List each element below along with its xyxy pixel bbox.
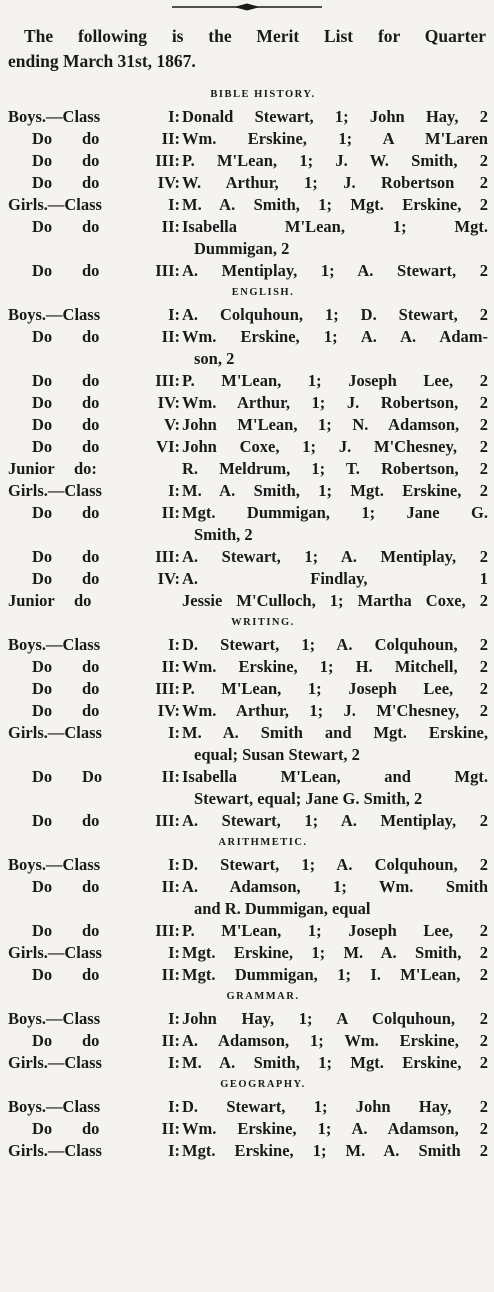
entry-names bbox=[180, 810, 488, 832]
entry-names bbox=[180, 1052, 488, 1074]
entry-label bbox=[8, 1052, 180, 1074]
entry-class: I: bbox=[168, 1009, 180, 1028]
entry-class: II: bbox=[161, 217, 180, 236]
entry-class: I: bbox=[168, 635, 180, 654]
merit-entry bbox=[8, 766, 488, 810]
merit-entry bbox=[8, 458, 488, 480]
entry-names-line: Wm. Arthur, 1; J. M'Chesney, 2 bbox=[182, 701, 488, 720]
entry-names-line: P. M'Lean, 1; J. W. Smith, 2 bbox=[182, 151, 488, 170]
entry-group: Girls.—Class bbox=[8, 1141, 102, 1160]
entry-group: Boys.—Class bbox=[8, 855, 101, 874]
entry-names bbox=[180, 678, 488, 700]
entry-names bbox=[180, 1096, 488, 1118]
entry-class: II: bbox=[161, 657, 180, 676]
entry-ditto: do bbox=[82, 393, 100, 412]
entry-names-line: equal; Susan Stewart, 2 bbox=[194, 745, 360, 764]
entry-group: Girls.—Class bbox=[8, 1053, 102, 1072]
entry-group: Do bbox=[32, 921, 53, 940]
entry-ditto: Do bbox=[82, 767, 103, 786]
entry-names bbox=[180, 590, 488, 612]
merit-entry bbox=[8, 326, 488, 370]
entry-group: Do bbox=[32, 217, 53, 236]
entry-names bbox=[180, 128, 488, 150]
entry-label bbox=[8, 194, 180, 216]
entry-ditto: do bbox=[82, 569, 100, 588]
entry-label bbox=[8, 700, 180, 722]
merit-entry bbox=[8, 1118, 488, 1140]
entry-group: Do bbox=[32, 547, 53, 566]
entry-class: I: bbox=[168, 481, 180, 500]
merit-entry bbox=[8, 590, 488, 612]
entry-label bbox=[8, 1118, 180, 1140]
entry-names-line: John Coxe, 1; J. M'Chesney, 2 bbox=[182, 437, 488, 456]
entry-ditto: do bbox=[82, 327, 100, 346]
entry-label bbox=[8, 480, 180, 502]
entry-ditto: do bbox=[82, 371, 100, 390]
entry-label bbox=[8, 964, 180, 986]
entry-group: Do bbox=[32, 1031, 53, 1050]
merit-entry bbox=[8, 106, 488, 128]
entry-label bbox=[8, 568, 180, 590]
entry-class: II: bbox=[161, 1031, 180, 1050]
merit-entry bbox=[8, 194, 488, 216]
entry-label bbox=[8, 1030, 180, 1052]
entry-label bbox=[8, 722, 180, 744]
entry-ditto: do bbox=[82, 437, 100, 456]
entry-names-line: W. Arthur, 1; J. Robertson 2 bbox=[182, 173, 488, 192]
entry-label bbox=[8, 1140, 180, 1162]
entry-group: Junior bbox=[8, 591, 55, 610]
entry-class: IV: bbox=[157, 701, 180, 720]
entry-names-line: R. Meldrum, 1; T. Robertson, 2 bbox=[182, 459, 488, 478]
entry-names bbox=[180, 876, 488, 920]
entry-names-line: D. Stewart, 1; John Hay, 2 bbox=[182, 1097, 488, 1116]
entry-names bbox=[180, 480, 488, 502]
entry-group: Do bbox=[32, 679, 53, 698]
entry-ditto: do bbox=[82, 877, 100, 896]
entry-class: IV: bbox=[157, 173, 180, 192]
entry-names-line: A. Adamson, 1; Wm. Erskine, 2 bbox=[182, 1031, 488, 1050]
entry-class: I: bbox=[168, 723, 180, 742]
section-title: ENGLISH. bbox=[231, 287, 295, 298]
merit-entry bbox=[8, 678, 488, 700]
entry-names bbox=[180, 260, 488, 282]
entry-group: Girls.—Class bbox=[8, 723, 102, 742]
merit-entry bbox=[8, 1052, 488, 1074]
entry-names bbox=[180, 920, 488, 942]
merit-entry bbox=[8, 370, 488, 392]
entry-group: Boys.—Class bbox=[8, 635, 101, 654]
merit-entry bbox=[8, 480, 488, 502]
merit-entry bbox=[8, 722, 488, 766]
entry-label bbox=[8, 810, 180, 832]
entry-names bbox=[180, 1008, 488, 1030]
entry-names-line: Jessie M'Culloch, 1; Martha Coxe, 2 bbox=[182, 591, 488, 610]
merit-entry bbox=[8, 568, 488, 590]
entry-ditto: do bbox=[74, 591, 92, 610]
merit-entry bbox=[8, 656, 488, 678]
merit-entry bbox=[8, 392, 488, 414]
entry-label bbox=[8, 436, 180, 458]
entry-names bbox=[180, 216, 488, 260]
entry-ditto: do bbox=[82, 217, 100, 236]
entry-group: Boys.—Class bbox=[8, 1097, 101, 1116]
entry-class: II: bbox=[161, 503, 180, 522]
entry-class: II: bbox=[161, 1119, 180, 1138]
entry-label bbox=[8, 370, 180, 392]
section-title: BIBLE HISTORY. bbox=[210, 89, 316, 100]
merit-entry bbox=[8, 964, 488, 986]
subject-section bbox=[8, 1074, 488, 1162]
entry-class: III: bbox=[155, 679, 180, 698]
merit-entry bbox=[8, 128, 488, 150]
section-title: GRAMMAR. bbox=[226, 991, 300, 1002]
entry-group: Do bbox=[32, 965, 53, 984]
entry-label bbox=[8, 942, 180, 964]
entry-names-line: Mgt. Dummigan, 1; Jane G. bbox=[182, 503, 488, 522]
entry-names-line: P. M'Lean, 1; Joseph Lee, 2 bbox=[182, 371, 488, 390]
entry-label bbox=[8, 414, 180, 436]
merit-entry bbox=[8, 700, 488, 722]
entry-names-line: P. M'Lean, 1; Joseph Lee, 2 bbox=[182, 679, 488, 698]
entry-names-line: Wm. Erskine, 1; A. Adamson, 2 bbox=[182, 1119, 488, 1138]
entry-class: I: bbox=[168, 305, 180, 324]
merit-list bbox=[8, 84, 488, 1162]
entry-label bbox=[8, 678, 180, 700]
subject-section bbox=[8, 282, 488, 612]
entry-names bbox=[180, 172, 488, 194]
entry-label bbox=[8, 458, 180, 480]
subject-section bbox=[8, 986, 488, 1074]
entry-names-line: Dummigan, 2 bbox=[194, 239, 290, 258]
entry-ditto: do bbox=[82, 173, 100, 192]
ornament-rule bbox=[172, 3, 322, 11]
entry-names bbox=[180, 722, 488, 766]
entry-label bbox=[8, 766, 180, 788]
entry-names bbox=[180, 106, 488, 128]
subject-section bbox=[8, 84, 488, 282]
entry-group: Do bbox=[32, 327, 53, 346]
entry-names bbox=[180, 1030, 488, 1052]
entry-label bbox=[8, 502, 180, 524]
entry-group: Do bbox=[32, 415, 53, 434]
entry-names-line: Donald Stewart, 1; John Hay, 2 bbox=[182, 107, 488, 126]
section-title: GEOGRAPHY. bbox=[220, 1079, 306, 1090]
entry-label bbox=[8, 150, 180, 172]
entry-label bbox=[8, 392, 180, 414]
entry-names bbox=[180, 634, 488, 656]
intro-paragraph bbox=[8, 24, 486, 74]
entry-class: VI: bbox=[156, 437, 180, 456]
entry-class: I: bbox=[168, 1097, 180, 1116]
entry-group: Boys.—Class bbox=[8, 1009, 101, 1028]
merit-entry bbox=[8, 150, 488, 172]
entry-label bbox=[8, 106, 180, 128]
entry-group: Do bbox=[32, 569, 53, 588]
entry-label bbox=[8, 656, 180, 678]
entry-names-line: Wm. Erskine, 1; A M'Laren bbox=[182, 129, 488, 148]
entry-group: Do bbox=[32, 151, 53, 170]
entry-ditto: do bbox=[82, 261, 100, 280]
merit-entry bbox=[8, 942, 488, 964]
entry-class: I: bbox=[168, 1141, 180, 1160]
entry-class: II: bbox=[161, 129, 180, 148]
entry-class: II: bbox=[161, 965, 180, 984]
entry-names-line: P. M'Lean, 1; Joseph Lee, 2 bbox=[182, 921, 488, 940]
entry-names-line: A. Colquhoun, 1; D. Stewart, 2 bbox=[182, 305, 488, 324]
entry-class: I: bbox=[168, 107, 180, 126]
entry-names-line: M. A. Smith, 1; Mgt. Erskine, 2 bbox=[182, 195, 488, 214]
entry-ditto: do: bbox=[74, 459, 97, 478]
entry-names-line: M. A. Smith, 1; Mgt. Erskine, 2 bbox=[182, 481, 488, 500]
entry-class: I: bbox=[168, 855, 180, 874]
entry-names bbox=[180, 546, 488, 568]
merit-entry bbox=[8, 810, 488, 832]
merit-entry bbox=[8, 1140, 488, 1162]
entry-names-line: Isabella M'Lean, and Mgt. bbox=[182, 767, 488, 786]
entry-group: Junior bbox=[8, 459, 55, 478]
entry-label bbox=[8, 1096, 180, 1118]
entry-names bbox=[180, 392, 488, 414]
entry-group: Boys.—Class bbox=[8, 305, 101, 324]
intro-line-1: The following is the Merit List for Quarter bbox=[24, 26, 486, 46]
entry-label bbox=[8, 634, 180, 656]
entry-names-line: son, 2 bbox=[194, 349, 235, 368]
entry-group: Do bbox=[32, 1119, 53, 1138]
merit-entry bbox=[8, 920, 488, 942]
entry-group: Girls.—Class bbox=[8, 943, 102, 962]
entry-names bbox=[180, 568, 488, 590]
entry-ditto: do bbox=[82, 1119, 100, 1138]
entry-names bbox=[180, 370, 488, 392]
entry-names-line: Wm. Erskine, 1; H. Mitchell, 2 bbox=[182, 657, 488, 676]
entry-names-line: Wm. Erskine, 1; A. A. Adam- bbox=[182, 327, 488, 346]
entry-names-line: John M'Lean, 1; N. Adamson, 2 bbox=[182, 415, 488, 434]
entry-names bbox=[180, 458, 488, 480]
entry-group: Do bbox=[32, 393, 53, 412]
entry-label bbox=[8, 216, 180, 238]
merit-entry bbox=[8, 502, 488, 546]
entry-class: V: bbox=[164, 415, 180, 434]
entry-group: Do bbox=[32, 503, 53, 522]
merit-entry bbox=[8, 260, 488, 282]
entry-label bbox=[8, 304, 180, 326]
entry-ditto: do bbox=[82, 965, 100, 984]
entry-names bbox=[180, 502, 488, 546]
entry-label bbox=[8, 920, 180, 942]
entry-names bbox=[180, 1118, 488, 1140]
entry-ditto: do bbox=[82, 151, 100, 170]
entry-class: III: bbox=[155, 547, 180, 566]
entry-label bbox=[8, 1008, 180, 1030]
entry-label bbox=[8, 326, 180, 348]
section-title: ARITHMETIC. bbox=[218, 837, 308, 848]
entry-names bbox=[180, 964, 488, 986]
entry-names bbox=[180, 1140, 488, 1162]
section-title: WRITING. bbox=[231, 617, 295, 628]
entry-group: Boys.—Class bbox=[8, 107, 101, 126]
entry-names-line: Wm. Arthur, 1; J. Robertson, 2 bbox=[182, 393, 488, 412]
entry-names-line: Mgt. Erskine, 1; M. A. Smith 2 bbox=[182, 1141, 488, 1160]
intro-line-2: ending March 31st, 1867. bbox=[8, 51, 196, 71]
entry-group: Do bbox=[32, 129, 53, 148]
entry-names-line: A. Findlay, 1 bbox=[182, 569, 488, 588]
entry-names bbox=[180, 304, 488, 326]
entry-ditto: do bbox=[82, 811, 100, 830]
entry-label bbox=[8, 546, 180, 568]
merit-entry bbox=[8, 414, 488, 436]
entry-label bbox=[8, 172, 180, 194]
entry-names-line: M. A. Smith and Mgt. Erskine, bbox=[182, 723, 488, 742]
entry-names bbox=[180, 854, 488, 876]
entry-class: I: bbox=[168, 1053, 180, 1072]
entry-names-line: Mgt. Erskine, 1; M. A. Smith, 2 bbox=[182, 943, 488, 962]
entry-group: Do bbox=[32, 657, 53, 676]
entry-group: Do bbox=[32, 767, 53, 786]
entry-class: III: bbox=[155, 261, 180, 280]
entry-class: I: bbox=[168, 195, 180, 214]
entry-ditto: do bbox=[82, 129, 100, 148]
entry-names-line: A. Mentiplay, 1; A. Stewart, 2 bbox=[182, 261, 488, 280]
entry-names bbox=[180, 150, 488, 172]
entry-class: II: bbox=[161, 767, 180, 786]
entry-class: II: bbox=[161, 327, 180, 346]
merit-entry bbox=[8, 876, 488, 920]
entry-group: Girls.—Class bbox=[8, 481, 102, 500]
entry-class: IV: bbox=[157, 569, 180, 588]
entry-group: Do bbox=[32, 877, 53, 896]
merit-entry bbox=[8, 304, 488, 326]
subject-section bbox=[8, 832, 488, 986]
entry-names-line: A. Stewart, 1; A. Mentiplay, 2 bbox=[182, 811, 488, 830]
entry-names-line: D. Stewart, 1; A. Colquhoun, 2 bbox=[182, 855, 488, 874]
entry-class: II: bbox=[161, 877, 180, 896]
subject-section bbox=[8, 612, 488, 832]
entry-names-line: Mgt. Dummigan, 1; I. M'Lean, 2 bbox=[182, 965, 488, 984]
merit-entry bbox=[8, 1096, 488, 1118]
merit-entry bbox=[8, 634, 488, 656]
entry-group: Girls.—Class bbox=[8, 195, 102, 214]
entry-class: III: bbox=[155, 151, 180, 170]
entry-class: IV: bbox=[157, 393, 180, 412]
entry-names bbox=[180, 436, 488, 458]
entry-names-line: D. Stewart, 1; A. Colquhoun, 2 bbox=[182, 635, 488, 654]
entry-ditto: do bbox=[82, 503, 100, 522]
entry-names-line: Isabella M'Lean, 1; Mgt. bbox=[182, 217, 488, 236]
entry-names-line: A. Stewart, 1; A. Mentiplay, 2 bbox=[182, 547, 488, 566]
entry-names-line: Stewart, equal; Jane G. Smith, 2 bbox=[194, 789, 423, 808]
entry-label bbox=[8, 128, 180, 150]
entry-ditto: do bbox=[82, 679, 100, 698]
entry-class: I: bbox=[168, 943, 180, 962]
entry-group: Do bbox=[32, 811, 53, 830]
entry-ditto: do bbox=[82, 1031, 100, 1050]
entry-group: Do bbox=[32, 261, 53, 280]
entry-ditto: do bbox=[82, 921, 100, 940]
entry-label bbox=[8, 260, 180, 282]
merit-entry bbox=[8, 546, 488, 568]
entry-names bbox=[180, 700, 488, 722]
merit-entry bbox=[8, 854, 488, 876]
entry-names-line: M. A. Smith, 1; Mgt. Erskine, 2 bbox=[182, 1053, 488, 1072]
entry-names-line: John Hay, 1; A Colquhoun, 2 bbox=[182, 1009, 488, 1028]
entry-ditto: do bbox=[82, 657, 100, 676]
entry-group: Do bbox=[32, 437, 53, 456]
entry-class: III: bbox=[155, 921, 180, 940]
entry-label bbox=[8, 854, 180, 876]
merit-entry bbox=[8, 1030, 488, 1052]
entry-names-line: A. Adamson, 1; Wm. Smith bbox=[182, 877, 488, 896]
entry-names-line: and R. Dummigan, equal bbox=[194, 899, 371, 918]
entry-class: III: bbox=[155, 811, 180, 830]
entry-label bbox=[8, 590, 180, 612]
merit-entry bbox=[8, 436, 488, 458]
entry-label bbox=[8, 876, 180, 898]
entry-names bbox=[180, 326, 488, 370]
merit-entry bbox=[8, 216, 488, 260]
entry-group: Do bbox=[32, 701, 53, 720]
entry-names bbox=[180, 656, 488, 678]
entry-names bbox=[180, 766, 488, 810]
entry-ditto: do bbox=[82, 415, 100, 434]
entry-names-line: Smith, 2 bbox=[194, 525, 253, 544]
entry-class: III: bbox=[155, 371, 180, 390]
entry-names bbox=[180, 942, 488, 964]
entry-names bbox=[180, 194, 488, 216]
entry-ditto: do bbox=[82, 547, 100, 566]
merit-entry bbox=[8, 1008, 488, 1030]
entry-ditto: do bbox=[82, 701, 100, 720]
entry-names bbox=[180, 414, 488, 436]
merit-entry bbox=[8, 172, 488, 194]
entry-group: Do bbox=[32, 371, 53, 390]
entry-group: Do bbox=[32, 173, 53, 192]
